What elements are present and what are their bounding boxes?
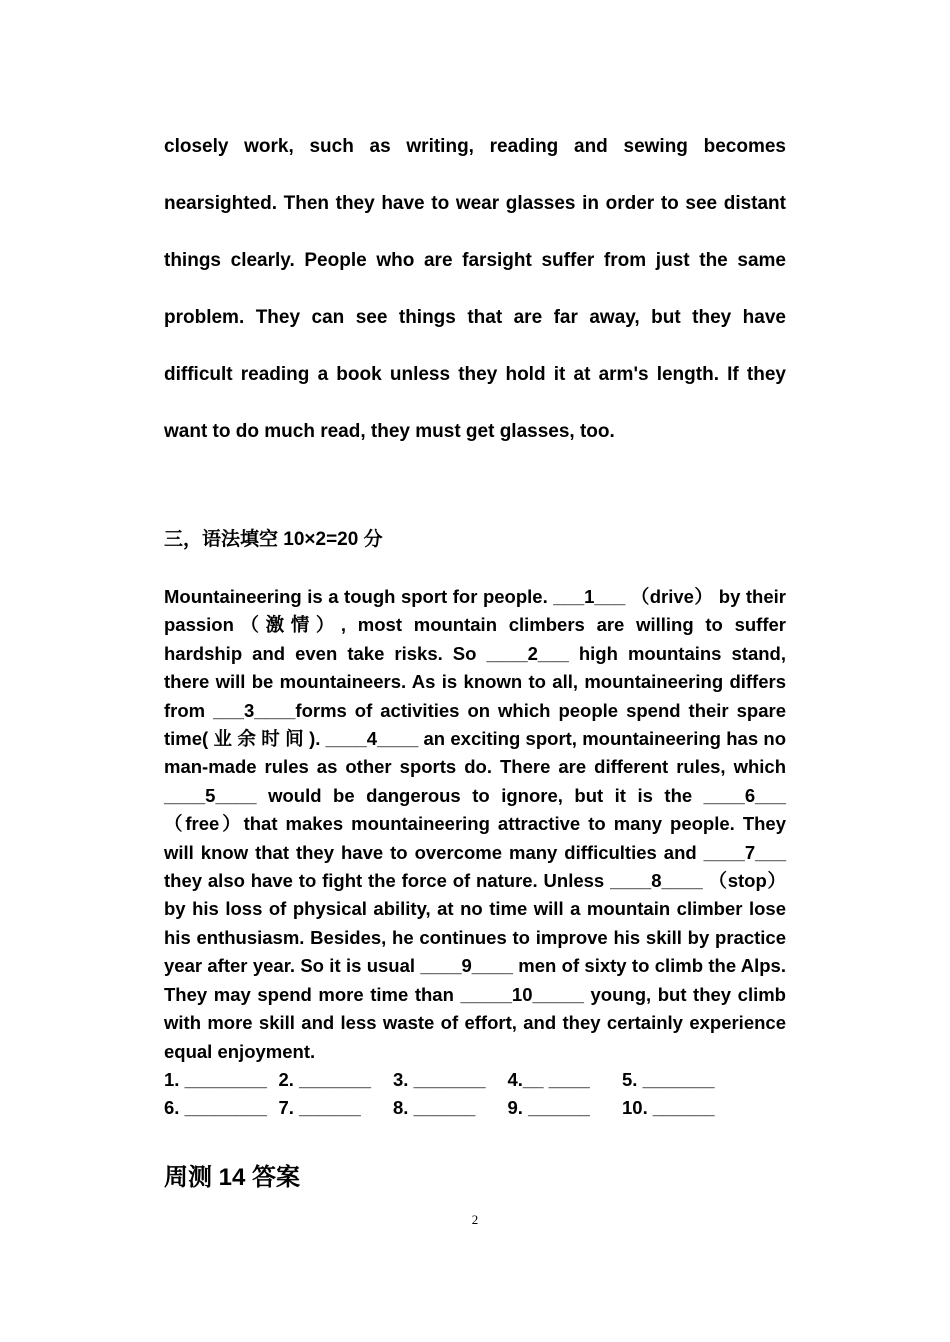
answer-blank: 9. ______ [507,1097,590,1119]
answer-blanks [164,1066,737,1123]
answer-blank: 10. ______ [622,1097,715,1119]
answer-blank: 4.__ ____ [507,1069,590,1090]
answer-blank: 3. _______ [393,1069,486,1090]
grammar-fill-passage: Mountaineering is a tough sport for people. ___1___ （drive） by their passion（激情）, most mountain climbers are willing to suffer hardship and even take risks. So ____2___ high mountains stand, there will be mountaineers. As is known to all, mountaineering differs from ___3____forms of activities on which people spend their spare time( 业 余 时 间 ). ____4____ an exciting sport, mountaineering has no man-made rules as other sports do. There are different rules, which ____5____ would be dangerous to ignore, but it is the ____6___ （free）that makes mountaineering attractive to many people. They will know that they have to overcome many difficulties and ____7___ they also have to fight the force of nature. Unless ____8____ （stop）by his loss of physical ability, at no time will a mountain climber lose his enthusiasm. Besides, he continues to improve his skill by practice year after year. So it is usual ____9____ men of sixty to climb the Alps. They may spend more time than _____10_____ young, but they climb with more skill and less waste of effort, and they certainly experience equal enjoyment. [164,586,786,1062]
answer-blank: 1. ________ [164,1069,267,1090]
answer-blank: 2. _______ [278,1069,372,1090]
answer-row [164,1094,737,1122]
answer-blank: 7. ______ [278,1097,361,1119]
answer-blank: 8. ______ [393,1097,476,1119]
answer-key-title: 周测 14 答案 [164,1164,301,1191]
answer-blank: 5. _______ [622,1069,715,1090]
section-heading: 三，语法填空 10×2=20 分 [164,529,383,550]
answer-row [164,1066,737,1094]
reading-passage-continuation: closely work, such as writing, reading and sewing becomes nearsighted. Then they have to wear glasses in order to see distant things clearly. People who are farsight suffer from just the same problem. They can see things that are far away, but they have difficult reading a book unless they hold it at arm's length. If they want to do much read, they must get glasses, too. [164,136,786,442]
answer-blank: 6. ________ [164,1097,267,1119]
page-number: 2 [471,1212,479,1227]
